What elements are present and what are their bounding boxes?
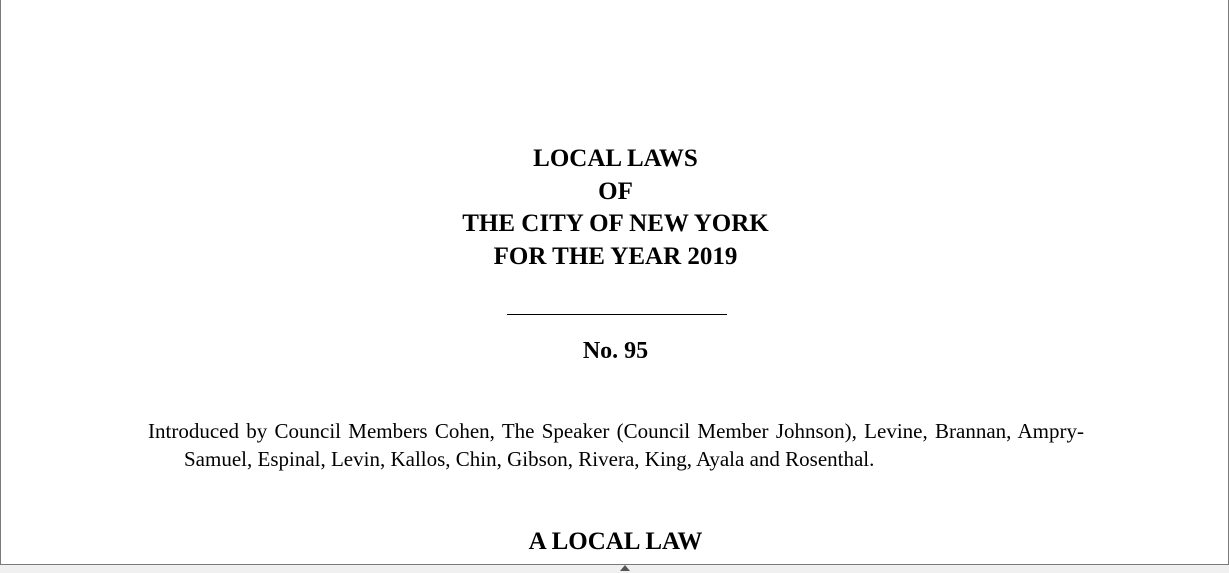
title-line-3: THE CITY OF NEW YORK [462, 210, 769, 237]
title-line-2: OF [598, 177, 633, 205]
caret-up-icon[interactable] [620, 565, 630, 571]
law-number: No. 95 [582, 338, 649, 364]
title-line-1: LOCAL LAWS [533, 145, 698, 172]
introduced-by-paragraph: Introduced by Council Members Cohen, The Speaker (Council Member Johnson), Levine, Brannan, Ampry-Samuel, Espinal, Levin, Kallos, Chin, Gibson, Rivera, King, Ayala and Rosenthal. [148, 419, 1084, 471]
local-law-heading: A LOCAL LAW [528, 528, 703, 555]
document-title [1, 143, 1229, 273]
title-divider [507, 314, 727, 315]
title-line-4: FOR THE YEAR 2019 [493, 242, 738, 270]
